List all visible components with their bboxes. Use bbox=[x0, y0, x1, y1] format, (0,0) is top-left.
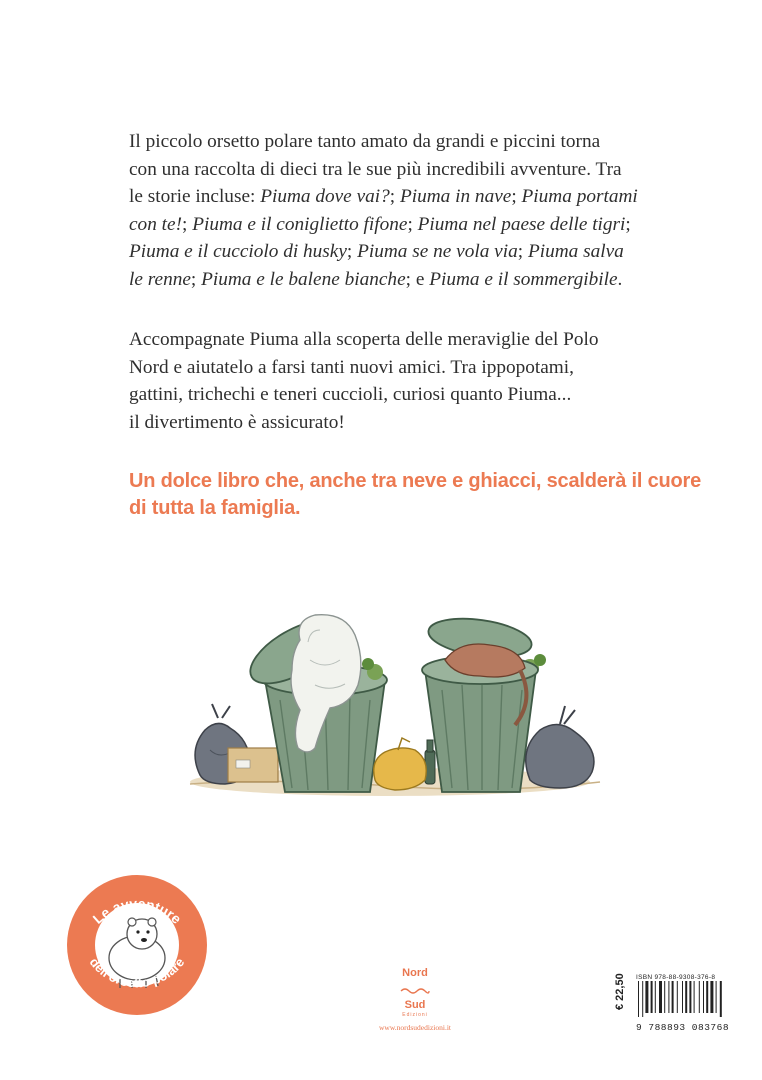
barcode-bar bbox=[689, 981, 691, 1013]
story-title: con te! bbox=[129, 213, 182, 235]
story-title: Piuma salva bbox=[527, 241, 624, 262]
barcode-bar bbox=[668, 981, 669, 1013]
barcode-bar bbox=[699, 981, 700, 1013]
barcode-bar bbox=[677, 981, 678, 1013]
separator: . bbox=[617, 268, 623, 290]
barcode-bar bbox=[638, 981, 639, 1017]
barcode-bar bbox=[642, 981, 643, 1017]
tagline-line: Un dolce libro che, anche tra neve e ghiacci, scalderà il cuore bbox=[129, 470, 702, 492]
barcode-bar bbox=[664, 981, 665, 1013]
separator: ; bbox=[517, 241, 528, 262]
trash-bag-right bbox=[526, 706, 594, 788]
story-title: le renne bbox=[129, 268, 191, 290]
barcode-bar bbox=[682, 981, 683, 1013]
barcode-bar bbox=[659, 981, 662, 1013]
tagline-line: di tutta la famiglia. bbox=[129, 497, 301, 519]
separator: ; bbox=[346, 241, 358, 262]
barcode-bar bbox=[706, 981, 708, 1013]
story-title: Piuma portami bbox=[521, 186, 638, 207]
publisher-word-2: Sud bbox=[404, 999, 426, 1011]
description-paragraph bbox=[129, 128, 689, 293]
separator: ; bbox=[389, 186, 400, 207]
barcode-bar bbox=[655, 981, 656, 1013]
text-line: Il piccolo orsetto polare tanto amato da grandi e piccini torna bbox=[129, 131, 601, 152]
cardboard-box bbox=[228, 748, 278, 782]
story-title: Piuma e il cucciolo di husky bbox=[129, 241, 347, 262]
text-line: le storie incluse: bbox=[129, 186, 261, 207]
trash-cans-illustration bbox=[180, 600, 620, 810]
story-title: Piuma e le balene bianche bbox=[201, 268, 406, 290]
story-title: Piuma e il coniglietto fifone bbox=[192, 213, 408, 235]
publisher-url: www.nordsudedizioni.it bbox=[378, 1023, 451, 1032]
separator: ; e bbox=[405, 268, 430, 290]
separator: ; bbox=[190, 268, 202, 290]
barcode-icon bbox=[636, 981, 740, 1017]
barcode-bar bbox=[703, 981, 704, 1013]
barcode-bar bbox=[720, 981, 722, 1017]
text-line: gattini, trichechi e teneri cuccioli, curiosi quanto Piuma... bbox=[129, 384, 572, 405]
price-label: € 22,50 bbox=[614, 973, 626, 1010]
separator: ; bbox=[625, 213, 631, 235]
text-line: Accompagnate Piuma alla scoperta delle meraviglie del Polo bbox=[129, 329, 599, 350]
bottle bbox=[425, 740, 435, 784]
barcode-bar bbox=[645, 981, 648, 1013]
text-line: con una raccolta di dieci tra le sue più incredibili avventure. Tra bbox=[129, 158, 622, 180]
barcode-bar bbox=[685, 981, 687, 1013]
publisher-word-3: Edizioni bbox=[402, 1012, 428, 1018]
publisher-word-1: Nord bbox=[402, 967, 428, 979]
separator: ; bbox=[511, 186, 522, 207]
publisher-logo bbox=[395, 965, 435, 1019]
story-title: Piuma dove vai? bbox=[260, 186, 390, 207]
badge-top-text: Le avventure bbox=[89, 895, 185, 927]
isbn-text: ISBN 978-88-9308-376-8 bbox=[636, 974, 716, 981]
ean-digits: 9 788893 083768 bbox=[636, 1022, 730, 1033]
yellow-sack bbox=[374, 738, 427, 790]
wave-icon bbox=[400, 987, 430, 995]
story-title: Piuma e il sommergibile bbox=[429, 268, 618, 290]
story-title: Piuma nel paese delle tigri bbox=[417, 213, 626, 235]
barcode-bar bbox=[651, 981, 653, 1013]
barcode-block bbox=[636, 974, 740, 1033]
text-line: il divertimento è assicurato! bbox=[129, 411, 345, 433]
barcode-bar bbox=[694, 981, 695, 1013]
tagline bbox=[129, 468, 709, 522]
barcode-bar bbox=[716, 981, 717, 1013]
story-title: Piuma se ne vola via bbox=[357, 241, 518, 262]
barcode-bar bbox=[710, 981, 713, 1013]
trash-can-right bbox=[422, 613, 538, 792]
badge-bottom-text: dell'orsetto polare bbox=[86, 954, 188, 991]
invitation-paragraph bbox=[129, 326, 689, 436]
story-title: Piuma in nave bbox=[399, 186, 512, 207]
publisher-block bbox=[360, 965, 470, 1032]
separator: ; bbox=[182, 213, 193, 235]
series-badge bbox=[62, 870, 212, 1020]
barcode-bar bbox=[672, 981, 674, 1013]
text-line: Nord e aiutatelo a farsi tanti nuovi amici. Tra ippopotami, bbox=[129, 356, 574, 378]
separator: ; bbox=[407, 213, 418, 235]
